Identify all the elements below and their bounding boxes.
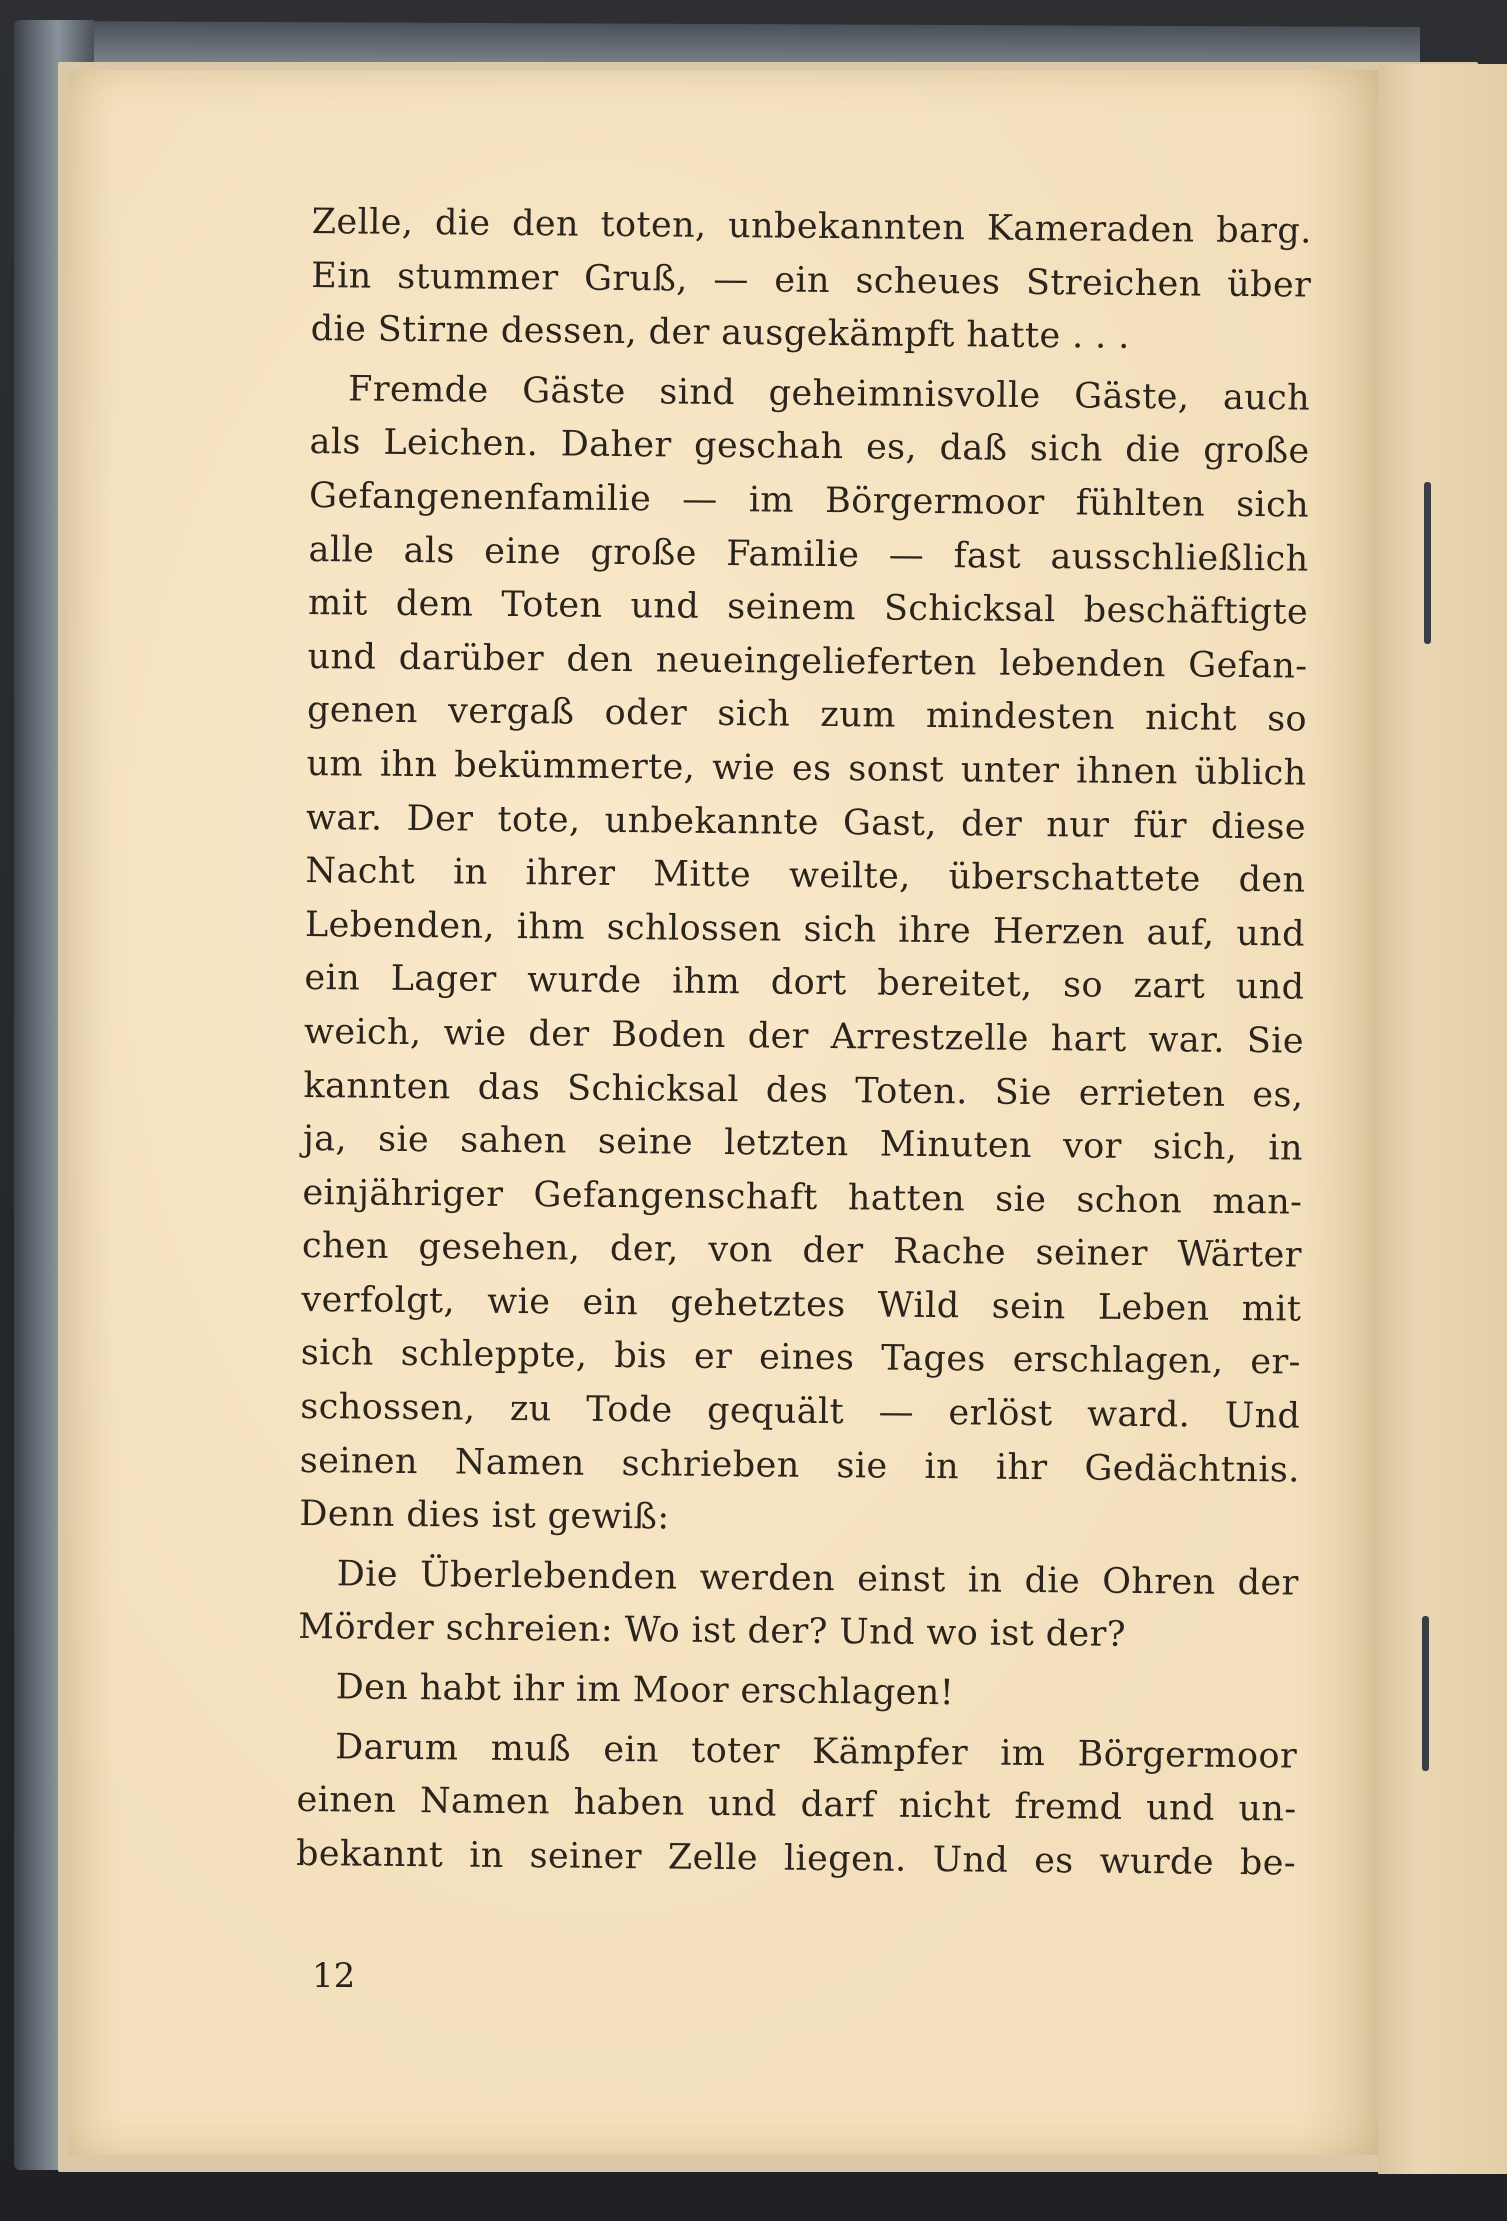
binding-stitch-upper xyxy=(1424,482,1431,644)
text-line: genen vergaß oder sich zum mindesten nicht so xyxy=(306,690,1308,740)
text-line: ein Lager wurde ihm dort bereitet, so zart und xyxy=(304,958,1305,1008)
text-line: Ein stummer Gruß, — ein scheues Streichen über xyxy=(311,255,1312,306)
text-line: chen gesehen, der, von der Rache seiner Wärter xyxy=(301,1226,1303,1276)
text-line: Denn dies ist gewiß: xyxy=(299,1494,670,1538)
text-line: einjähriger Gefangenschaft hatten sie schon man- xyxy=(302,1172,1303,1223)
text-line: um ihn bekümmerte, wie es sonst unter ihnen üblich xyxy=(306,743,1307,794)
text-line: einen Namen haben und darf nicht fremd und un- xyxy=(296,1780,1297,1830)
binding-stitch-lower xyxy=(1422,1616,1429,1771)
text-line: Die Überlebenden werden einst in die Ohren der xyxy=(336,1554,1299,1604)
text-line: bekannt in seiner Zelle liegen. Und es wurde be- xyxy=(295,1833,1297,1884)
text-line: Nacht in ihrer Mitte weilte, überschattete den xyxy=(305,851,1306,901)
text-line: Zelle, die den toten, unbekannten Kameraden barg. xyxy=(311,201,1312,252)
text-line: Den habt ihr im Moor erschlagen! xyxy=(335,1667,955,1714)
text-line: Fremde Gäste sind geheimnisvolle Gäste, auch xyxy=(347,369,1311,419)
text-line: schossen, zu Tode gequält — erlöst ward. Und xyxy=(300,1387,1301,1437)
text-line: ja, sie sahen seine letzten Minuten vor sich, in xyxy=(302,1119,1304,1169)
page-number: 12 xyxy=(312,1956,356,1996)
text-line: kannten das Schicksal des Toten. Sie errieten es, xyxy=(303,1065,1304,1116)
text-line: Gefangenenfamilie — im Börgermoor fühlten sich xyxy=(308,475,1310,526)
facing-page-edge xyxy=(1378,64,1507,2174)
text-line: war. Der tote, unbekannte Gast, der nur für diese xyxy=(305,797,1307,848)
text-line: verfolgt, wie ein gehetztes Wild sein Leben mit xyxy=(301,1279,1302,1330)
text-line: mit dem Toten und seinem Schicksal beschäftigte xyxy=(307,583,1309,633)
text-line: Mörder schreien: Wo ist der? Und wo ist der? xyxy=(298,1607,1127,1656)
text-line: alle als eine große Familie — fast ausschließlich xyxy=(308,529,1309,580)
text-line: Lebenden, ihm schlossen sich ihre Herzen auf, und xyxy=(304,904,1306,955)
text-line: seinen Namen schrieben sie in ihr Gedächtnis. xyxy=(299,1440,1301,1491)
page-body-text xyxy=(296,196,1312,1891)
text-line: sich schleppte, bis er eines Tages erschlagen, er- xyxy=(300,1333,1302,1384)
text-line: Darum muß ein toter Kämpfer im Börgermoor xyxy=(334,1726,1298,1777)
text-line: als Leichen. Daher geschah es, daß sich die große xyxy=(309,422,1310,472)
text-line: und darüber den neueingelieferten lebenden Gefan- xyxy=(307,636,1308,687)
text-line: die Stirne dessen, der ausgekämpft hatte . . . xyxy=(310,309,1130,358)
text-line: weich, wie der Boden der Arrestzelle hart war. Sie xyxy=(303,1011,1305,1062)
